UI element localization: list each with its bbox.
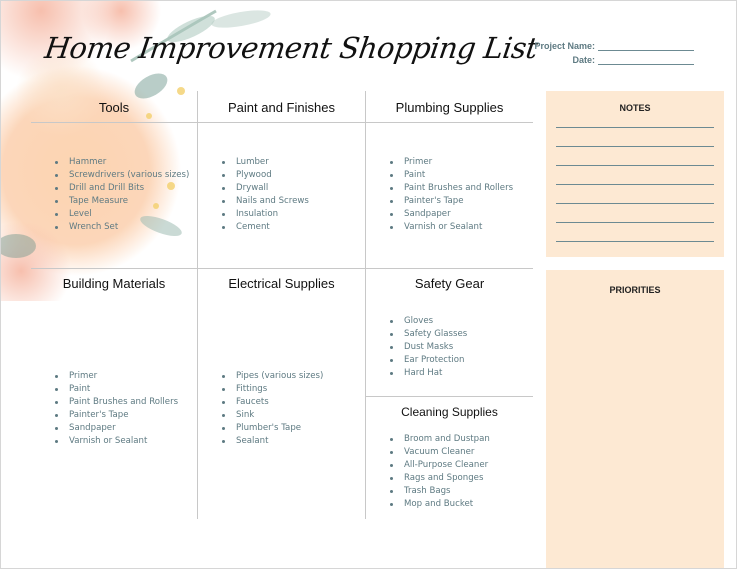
list-item: Cement (220, 221, 309, 234)
section-title: Building Materials (62, 276, 166, 291)
date-label: Date: (572, 55, 595, 65)
project-name-field[interactable] (534, 41, 694, 51)
list-item: Pipes (various sizes) (220, 370, 323, 383)
list-item: All-Purpose Cleaner (388, 459, 490, 472)
document-title: Home Improvement Shopping List (42, 31, 540, 65)
list-item: Paint (53, 383, 178, 396)
list-item: Paint Brushes and Rollers (53, 396, 178, 409)
priorities-panel[interactable] (546, 270, 724, 568)
date-line[interactable] (598, 55, 694, 65)
section-cleaning-supplies (366, 397, 533, 519)
item-list (53, 370, 178, 448)
list-item: Paint Brushes and Rollers (388, 182, 513, 195)
section-title: Paint and Finishes (228, 100, 335, 115)
section-building-materials (31, 269, 197, 519)
section-title: Tools (98, 100, 130, 115)
list-item: Trash Bags (388, 485, 490, 498)
list-item: Primer (53, 370, 178, 383)
section-electrical-supplies (198, 269, 365, 519)
list-item: Tape Measure (53, 195, 189, 208)
note-line[interactable] (556, 222, 714, 223)
date-field[interactable] (572, 55, 694, 65)
note-line[interactable] (556, 165, 714, 166)
list-item: Drill and Drill Bits (53, 182, 189, 195)
item-list (388, 433, 490, 511)
list-item: Ear Protection (388, 354, 467, 367)
list-item: Plumber's Tape (220, 422, 323, 435)
note-line[interactable] (556, 184, 714, 185)
note-line[interactable] (556, 127, 714, 128)
list-item: Painter's Tape (388, 195, 513, 208)
list-item: Paint (388, 169, 513, 182)
note-line[interactable] (556, 203, 714, 204)
section-paint-and-finishes (198, 91, 365, 268)
list-item: Fittings (220, 383, 323, 396)
list-item: Wrench Set (53, 221, 189, 234)
section-title: Cleaning Supplies (401, 405, 498, 419)
list-item: Gloves (388, 315, 467, 328)
item-list (388, 156, 513, 234)
note-line[interactable] (556, 241, 714, 242)
list-item: Sandpaper (53, 422, 178, 435)
list-item: Rags and Sponges (388, 472, 490, 485)
project-name-line[interactable] (598, 41, 694, 51)
note-line[interactable] (556, 146, 714, 147)
notes-panel[interactable] (546, 91, 724, 257)
list-item: Insulation (220, 208, 309, 221)
list-item: Broom and Dustpan (388, 433, 490, 446)
list-item: Mop and Bucket (388, 498, 490, 511)
section-safety-gear (366, 269, 533, 396)
section-title: Plumbing Supplies (395, 100, 504, 115)
list-item: Varnish or Sealant (53, 435, 178, 448)
item-list (53, 156, 189, 234)
list-item: Drywall (220, 182, 309, 195)
list-item: Painter's Tape (53, 409, 178, 422)
section-plumbing-supplies (366, 91, 533, 268)
list-item: Sink (220, 409, 323, 422)
section-tools (31, 91, 197, 268)
list-item: Vacuum Cleaner (388, 446, 490, 459)
list-item: Level (53, 208, 189, 221)
section-title: Electrical Supplies (228, 276, 335, 291)
list-item: Safety Glasses (388, 328, 467, 341)
list-item: Hammer (53, 156, 189, 169)
list-item: Lumber (220, 156, 309, 169)
list-item: Faucets (220, 396, 323, 409)
list-item: Hard Hat (388, 367, 467, 380)
project-name-label: Project Name: (534, 41, 595, 51)
list-item: Sandpaper (388, 208, 513, 221)
section-title: Safety Gear (414, 276, 485, 291)
notes-title: NOTES (619, 103, 651, 113)
list-item: Nails and Screws (220, 195, 309, 208)
list-item: Primer (388, 156, 513, 169)
item-list (388, 315, 467, 380)
priorities-title: PRIORITIES (609, 285, 661, 295)
list-item: Sealant (220, 435, 323, 448)
list-item: Plywood (220, 169, 309, 182)
list-item: Dust Masks (388, 341, 467, 354)
item-list (220, 156, 309, 234)
list-item: Screwdrivers (various sizes) (53, 169, 189, 182)
item-list (220, 370, 323, 448)
list-item: Varnish or Sealant (388, 221, 513, 234)
